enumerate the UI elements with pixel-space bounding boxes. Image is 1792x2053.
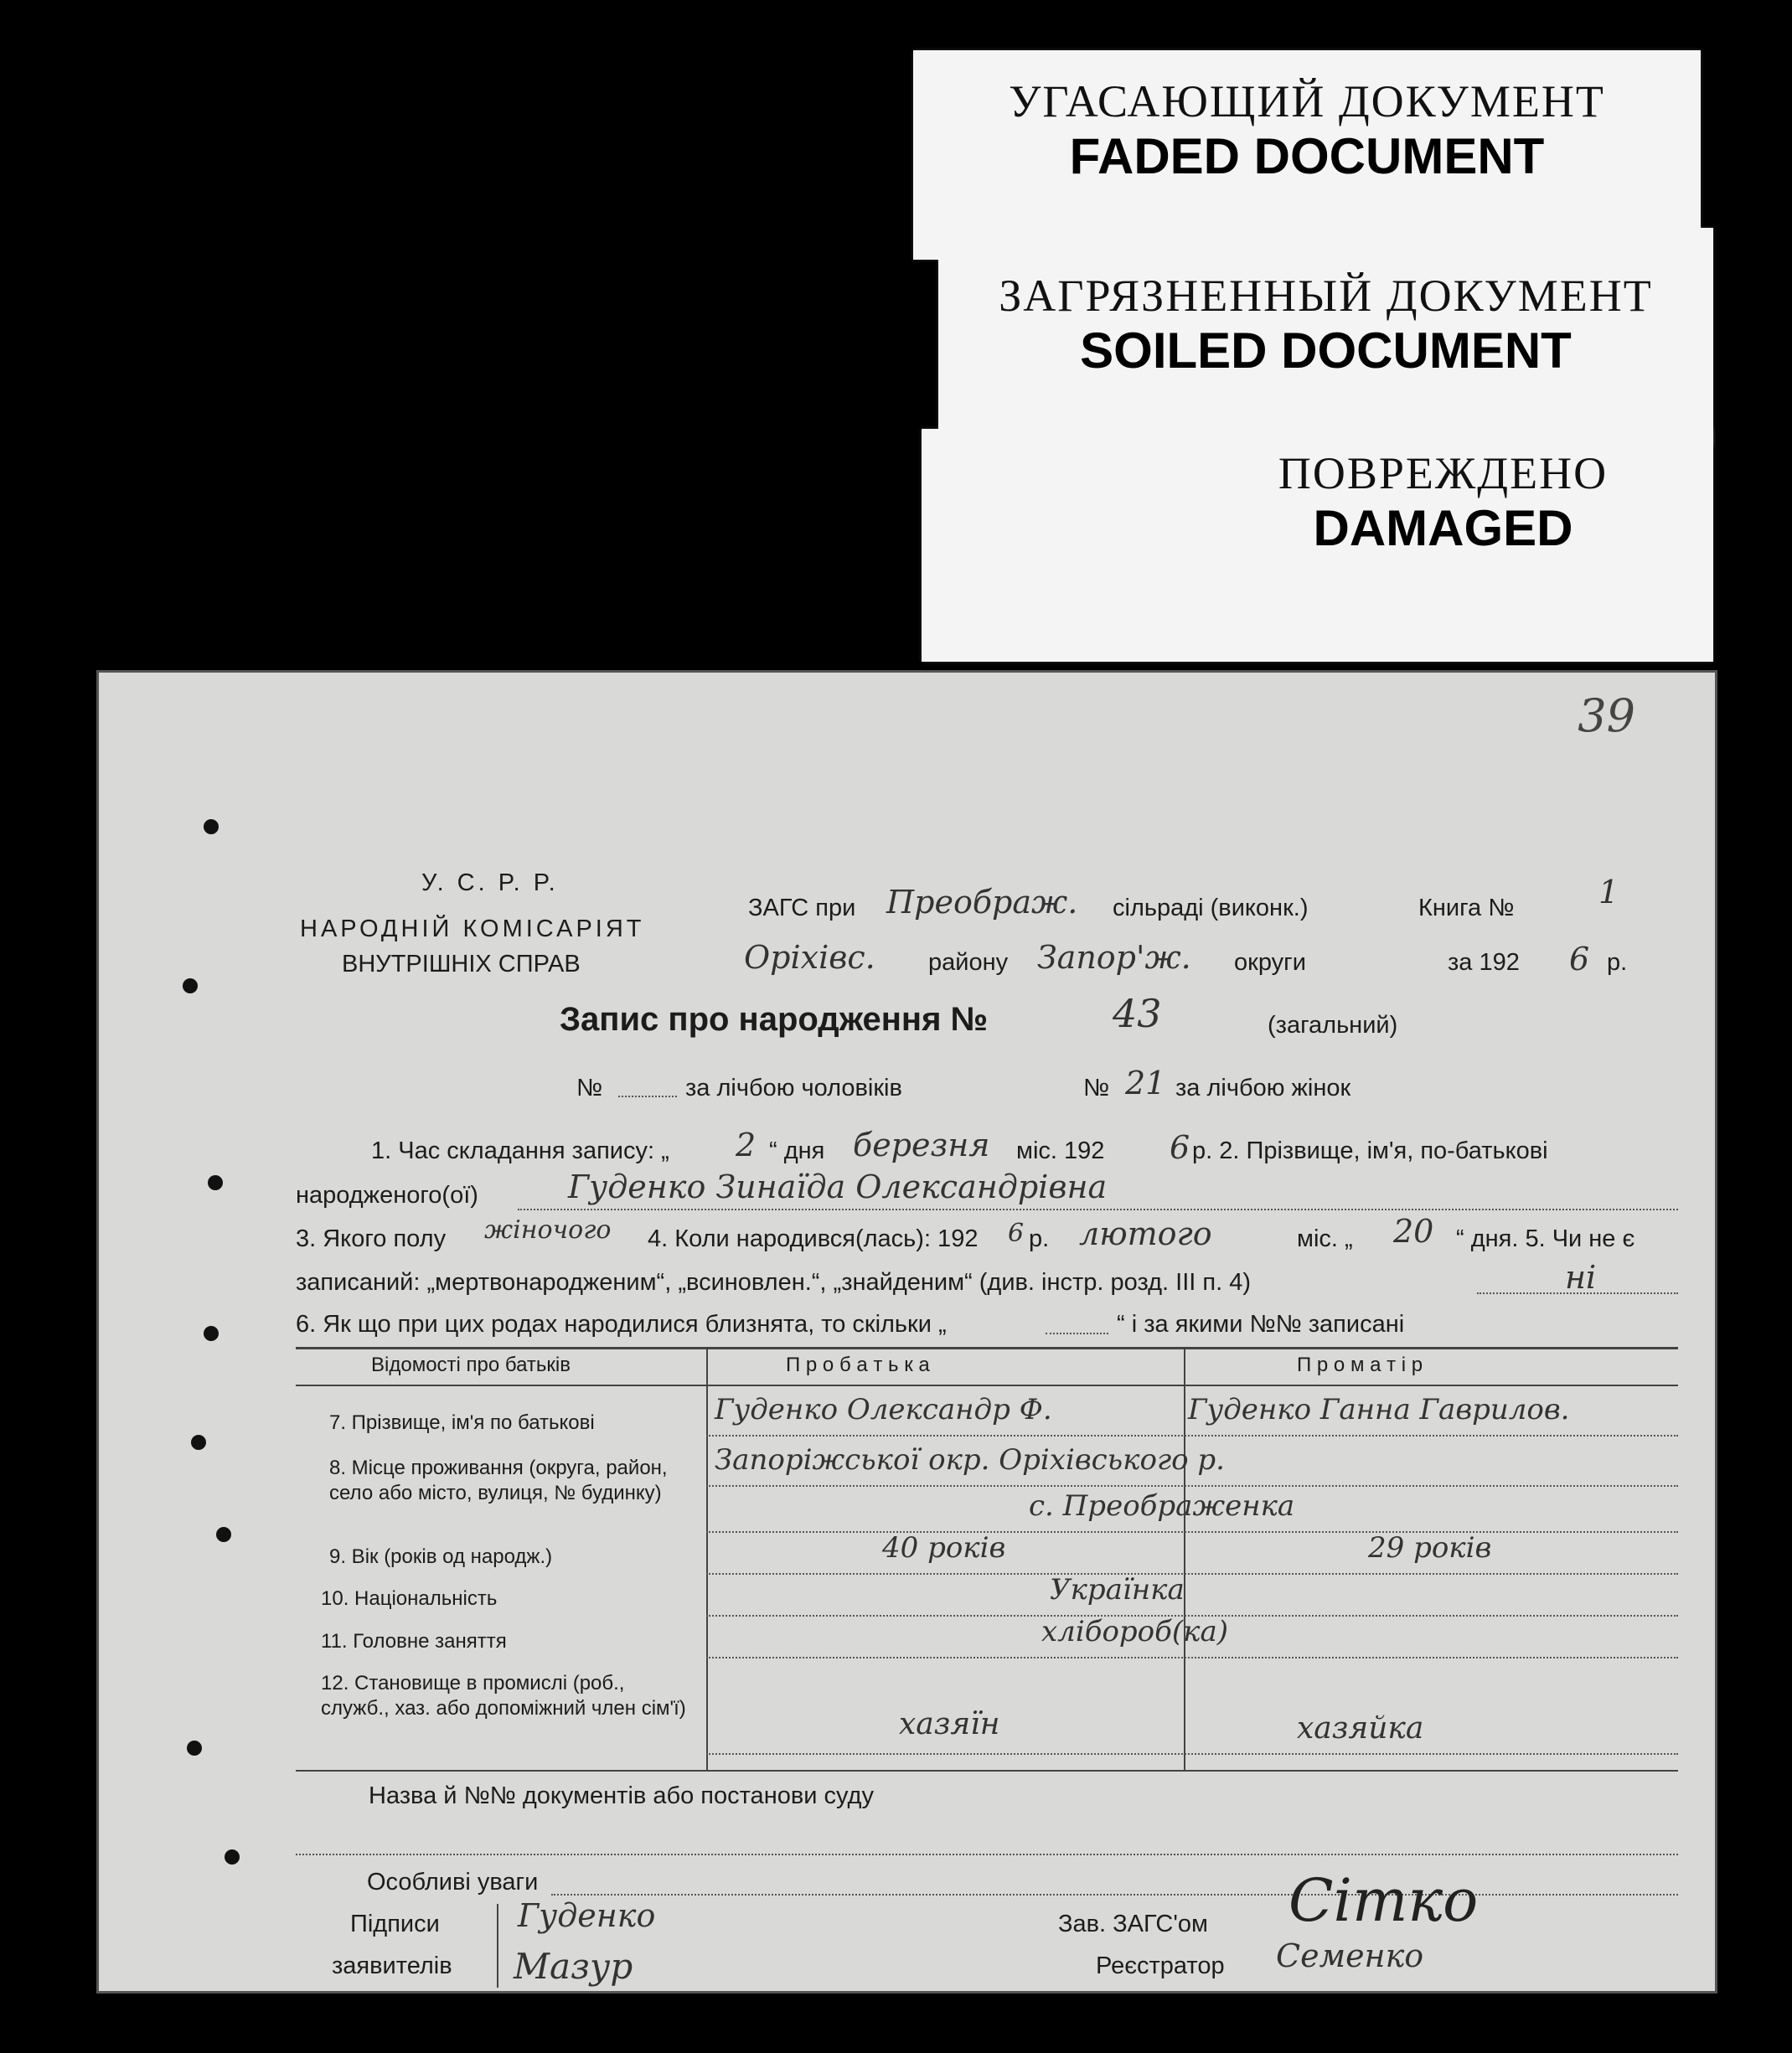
field-2-line xyxy=(518,1209,1678,1210)
punch-hole xyxy=(183,978,198,993)
field-1-month: березня xyxy=(853,1127,990,1163)
table-col-divider-2 xyxy=(1184,1347,1185,1770)
birth-record-sheet xyxy=(96,670,1717,1994)
row-8-father: Запоріжської окр. Оріхівського р. xyxy=(715,1443,1225,1477)
row-11-line xyxy=(706,1657,1678,1658)
record-title: Запис про народження № xyxy=(560,1001,989,1038)
field-4-month-label: міс. „ xyxy=(1297,1225,1353,1252)
soiled-label-en: SOILED DOCUMENT xyxy=(1080,322,1572,379)
documents-label: Назва й №№ документів або постанови суду xyxy=(369,1782,874,1809)
applicant-signature-1: Гуденко xyxy=(518,1897,656,1934)
row-10-value: Українка xyxy=(1050,1573,1185,1607)
punch-hole xyxy=(187,1741,202,1756)
row-12-mother: хазяйка xyxy=(1297,1711,1424,1746)
women-count-label: за лічбою жінок xyxy=(1175,1075,1351,1101)
registrar-signature: Семенко xyxy=(1276,1937,1424,1974)
field-5-line xyxy=(1477,1292,1678,1294)
damaged-label-ru: ПОВРЕЖДЕНО xyxy=(1278,448,1609,498)
book-number: 1 xyxy=(1598,874,1619,910)
punch-hole xyxy=(204,819,219,834)
notes-line xyxy=(551,1894,1678,1896)
punch-hole xyxy=(225,1849,240,1865)
field-6-line xyxy=(1046,1333,1108,1334)
signatures-label: Підписи xyxy=(350,1911,440,1937)
internal-affairs-heading: ВНУТРІШНІХ СПРАВ xyxy=(342,951,581,977)
row-9-father: 40 років xyxy=(882,1531,1006,1565)
row-9-mother: 29 років xyxy=(1368,1531,1492,1565)
row-8-line xyxy=(706,1485,1678,1487)
row-7-label: 7. Прізвище, ім'я по батькові xyxy=(329,1411,595,1434)
applicant-bracket xyxy=(497,1904,498,1988)
row-8-mother: с. Преображенка xyxy=(1029,1489,1295,1523)
field-1-day-label: “ дня xyxy=(769,1137,825,1164)
women-count-number: 21 xyxy=(1125,1065,1166,1101)
row-10-label: 10. Національність xyxy=(321,1587,498,1610)
row-7-mother: Гуденко Ганна Гаврилов. xyxy=(1188,1393,1570,1426)
district-name: Оріхівс. xyxy=(744,939,875,976)
book-label: Книга № xyxy=(1418,895,1515,921)
field-4-month: лютого xyxy=(1079,1215,1212,1252)
applicants-label: заявителів xyxy=(332,1952,452,1979)
field-5-label: записаний: „мертвонародженим“, „всиновлен.“, „знайденим“ (див. інстр. розд. III п. 4) xyxy=(296,1269,1251,1296)
year-digit: 6 xyxy=(1569,941,1590,977)
field-3-label: 3. Якого полу xyxy=(296,1225,447,1252)
field-3-value: жіночого xyxy=(484,1215,612,1245)
field-1-day: 2 xyxy=(736,1127,757,1163)
soiled-label-ru: ЗАГРЯЗНЕННЫЙ ДОКУМЕНТ xyxy=(999,271,1653,321)
table-header-mother: П р о м а т і р xyxy=(1297,1354,1423,1376)
record-general: (загальний) xyxy=(1268,1012,1398,1039)
row-8-line-2 xyxy=(706,1531,1678,1533)
punch-hole xyxy=(191,1435,206,1450)
field-4-label: 4. Коли народився(лась): 192 xyxy=(648,1225,979,1252)
commissariat-heading: НАРОДНІЙ КОМІСАРІЯТ xyxy=(300,916,645,942)
director-label: Зав. ЗАГС'ом xyxy=(1058,1911,1208,1937)
documents-line xyxy=(296,1854,1678,1855)
usrr-heading: У. С. Р. Р. xyxy=(421,869,559,896)
row-9-label: 9. Вік (років од народж.) xyxy=(329,1545,553,1568)
field-1-label: 1. Час складання запису: „ xyxy=(371,1137,669,1164)
punch-hole xyxy=(204,1326,219,1341)
okrug-label: округи xyxy=(1234,949,1306,976)
field-2-value: Гуденко Зинаїда Олександрівна xyxy=(568,1168,1108,1205)
punch-hole xyxy=(208,1175,223,1190)
registrar-label: Реєстратор xyxy=(1096,1952,1225,1979)
row-11-value: хлібороб(ка) xyxy=(1041,1615,1229,1648)
field-4-year: 6 xyxy=(1008,1219,1025,1248)
field-4-day: 20 xyxy=(1393,1213,1434,1250)
field-2-label: народженого(ої) xyxy=(296,1182,478,1209)
table-col-divider-1 xyxy=(706,1347,708,1770)
men-count-prefix: № xyxy=(576,1075,603,1101)
notes-label: Особливі уваги xyxy=(367,1869,539,1896)
men-count-label: за лічбою чоловіків xyxy=(685,1075,902,1101)
row-11-label: 11. Головне заняття xyxy=(321,1630,507,1653)
punch-hole xyxy=(216,1527,231,1542)
field-1-year-label: р. 2. Прізвище, ім'я, по-батькові xyxy=(1192,1137,1548,1164)
row-9-line xyxy=(706,1573,1678,1575)
damaged-label xyxy=(922,429,1713,662)
zags-village: Преображ. xyxy=(886,884,1078,921)
row-7-father: Гуденко Олександр Ф. xyxy=(715,1393,1052,1426)
soiled-document-label xyxy=(938,228,1713,446)
record-number: 43 xyxy=(1113,991,1162,1036)
table-header-parents: Відомості про батьків xyxy=(371,1354,571,1376)
field-1-month-label: міс. 192 xyxy=(1016,1137,1105,1164)
row-7-line xyxy=(706,1435,1678,1437)
table-top-rule xyxy=(296,1347,1678,1349)
table-header-rule xyxy=(296,1385,1678,1386)
row-12-father: хазяїн xyxy=(899,1707,1000,1741)
men-count-line xyxy=(618,1096,677,1097)
page-number: 39 xyxy=(1578,689,1635,742)
damaged-label-en: DAMAGED xyxy=(1313,500,1573,556)
zags-suffix: сільраді (виконк.) xyxy=(1113,895,1309,921)
field-6-tail: “ і за якими №№ записані xyxy=(1117,1311,1405,1338)
year-prefix: за 192 xyxy=(1448,949,1520,976)
okrug-name: Запор'ж. xyxy=(1037,939,1191,976)
field-4-day-label: “ дня. 5. Чи не є xyxy=(1456,1225,1635,1252)
row-8-label: 8. Місце проживання (округа, район, село або місто, вулиця, № будинку) xyxy=(329,1457,668,1504)
district-label: району xyxy=(928,949,1009,976)
table-bottom-rule xyxy=(296,1770,1678,1772)
field-5-value: ні xyxy=(1565,1259,1597,1296)
field-1-year: 6 xyxy=(1170,1129,1190,1166)
faded-label-en: FADED DOCUMENT xyxy=(1069,128,1545,184)
table-header-father: П р о б а т ь к а xyxy=(786,1354,930,1376)
director-signature: Сітко xyxy=(1288,1866,1479,1935)
row-12-label: 12. Становище в промислі (роб., служб., хаз. або допоміжний член сім'ї) xyxy=(321,1672,686,1720)
faded-label-ru: УГАСАЮЩИЙ ДОКУМЕНТ xyxy=(1009,76,1605,126)
women-count-prefix: № xyxy=(1083,1075,1110,1101)
row-12-line xyxy=(706,1753,1678,1755)
field-6-label: 6. Як що при цих родах народилися близнята, то скільки „ xyxy=(296,1311,947,1338)
applicant-signature-2: Мазур xyxy=(514,1946,633,1987)
field-4-year-label: р. xyxy=(1029,1225,1050,1252)
year-suffix: р. xyxy=(1607,949,1628,976)
zags-prefix: ЗАГС при xyxy=(748,895,856,921)
